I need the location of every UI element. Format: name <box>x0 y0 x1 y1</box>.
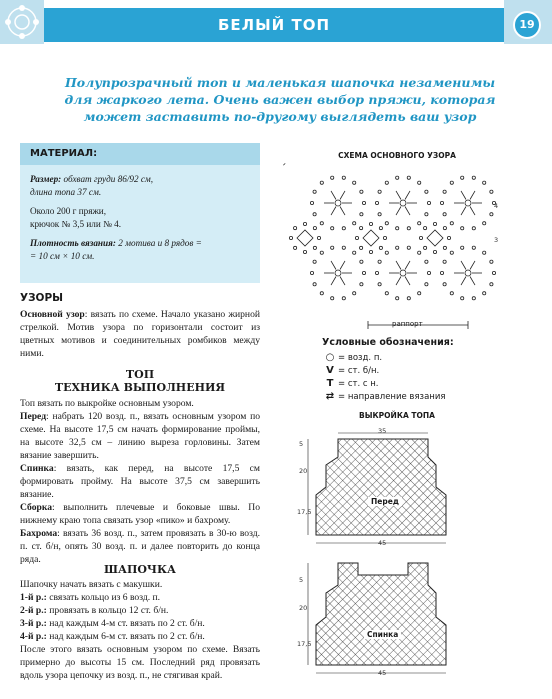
density-text: 2 мотива и 8 рядов = <box>118 238 202 248</box>
hat-row-label: 1-й р.: <box>20 592 47 603</box>
pattern-pieces-drawing <box>296 425 476 687</box>
hat-row-text: над каждым 4-м ст. вязать по 2 ст. б/н. <box>49 618 205 629</box>
front-piece <box>316 439 446 535</box>
dim-side: 20 <box>299 604 308 612</box>
back-piece-label: Спинка <box>364 630 401 639</box>
patterns-heading: УЗОРЫ <box>20 292 64 304</box>
row-number: 4 <box>494 202 499 210</box>
intro-line: может заставить по-другому выглядеть ваш узор <box>83 109 477 124</box>
legend <box>322 337 482 403</box>
main-pattern-text: : вязать по схеме. Начало указано жирной стрелкой. Мотив узора по горизонтали состоит из цветных мотивов и соединительных ромбиков между ними. <box>20 309 260 359</box>
dim-bottom-width: 45 <box>378 539 387 547</box>
intro-line: Полупрозрачный топ и маленькая шапочка незаменимы <box>64 75 496 90</box>
repeat-label: раппорт <box>392 320 423 328</box>
assembly-label: Сборка <box>20 502 53 513</box>
front-piece-label: Перед <box>368 497 402 506</box>
legend-item <box>322 390 482 403</box>
intro-line: для жаркого лета. Очень важен выбор пряжи, которая <box>64 92 496 107</box>
page-number: 19 <box>513 11 541 39</box>
assembly-text: : выполнить плечевые и боковые швы. По нижнему краю топа связать узор «пико» и бахрому. <box>20 502 260 526</box>
density-label: Плотность вязания: <box>30 238 116 248</box>
top-section <box>20 368 260 566</box>
legend-text: = ст. с н. <box>338 378 379 389</box>
hat-row-text: провязать в кольцо 12 ст. б/н. <box>49 605 169 616</box>
legend-item <box>322 377 482 390</box>
single-crochet-icon: V <box>326 365 334 376</box>
top-heading: ТОП <box>125 368 155 381</box>
yarn-text: Около 200 г пряжи, <box>30 206 107 216</box>
legend-item <box>322 364 482 377</box>
fringe-text: : вязать 36 возд. п., затем провязать в 30-ю возд. п. ст. б/н, опять 30 возд. п. и далее повторить до конца ряда. <box>20 528 260 565</box>
pattern-pieces-title: ВЫКРОЙКА ТОПА <box>359 411 435 420</box>
size-label: Размер: <box>30 174 62 184</box>
hat-heading: ШАПОЧКА <box>104 563 176 576</box>
crochet-chart <box>283 163 503 333</box>
dim-side: 17,5 <box>297 640 312 648</box>
hat-row-label: 3-й р.: <box>20 618 47 629</box>
hat-intro: Шапочку начать вязать с макушки. <box>20 579 163 590</box>
hat-row-text: над каждым 6-м ст. вязать по 2 ст. б/н. <box>49 631 205 642</box>
legend-item <box>322 351 482 364</box>
hat-section <box>20 563 260 682</box>
legend-heading: Условные обозначения: <box>322 337 454 348</box>
length-text: длина топа 37 см. <box>30 187 102 197</box>
legend-text: = направление вязания <box>338 391 446 402</box>
hat-row-label: 4-й р.: <box>20 631 47 642</box>
direction-arrows-icon: ⇄ <box>325 391 335 402</box>
back-label: Спинка <box>20 463 54 474</box>
front-label: Перед <box>20 411 47 422</box>
size-text: обхват груди 86/92 см, <box>63 174 154 184</box>
chain-icon: ○ <box>325 352 335 363</box>
hook-text: крючок № 3,5 или № 4. <box>30 219 122 229</box>
double-crochet-icon: T <box>326 378 334 389</box>
legend-text: = ст. б/н. <box>338 365 380 376</box>
dim-side: 20 <box>299 467 308 475</box>
row-number: 3 <box>494 236 499 244</box>
hat-outro: После этого вязать основным узором по схеме. Вязать примерно до высоты 15 см. Последний ряд провязать вдоль узора цепочку из возд. п., не стягивая край. <box>20 644 260 681</box>
intro-text <box>60 74 500 125</box>
main-pattern-label: Основной узор <box>20 309 85 320</box>
legend-text: = возд. п. <box>338 352 383 363</box>
front-text: : набрать 120 возд. п., вязать основным узором по схеме. На высоте 17,5 см начать формирование проймы, на высоте 32,5 см – линию выреза горловины. Затем вязание завершить. <box>20 411 260 461</box>
header-ornament-left <box>0 0 44 44</box>
dim-side: 5 <box>299 440 304 448</box>
hat-row-text: связать кольцо из 6 возд. п. <box>49 592 161 603</box>
patterns-section <box>20 292 260 360</box>
technique-heading: ТЕХНИКА ВЫПОЛНЕНИЯ <box>54 381 226 394</box>
density-text-2: = 10 см × 10 см. <box>30 251 95 261</box>
back-text: : вязать, как перед, на высоте 17,5 см формировать пройму. На высоте 37,5 см завершить вязание. <box>20 463 260 500</box>
material-box <box>20 143 260 283</box>
dim-bottom-width-back: 45 <box>378 669 387 677</box>
back-piece <box>316 563 446 665</box>
dim-side: 5 <box>299 576 304 584</box>
top-intro: Топ вязать по выкройке основным узором. <box>20 398 194 409</box>
hat-row-label: 2-й р.: <box>20 605 47 616</box>
material-heading: МАТЕРИАЛ: <box>20 143 260 165</box>
dim-top-width: 35 <box>378 427 387 435</box>
chart-title: СХЕМА ОСНОВНОГО УЗОРА <box>338 151 456 160</box>
dim-side: 17,5 <box>297 508 312 516</box>
page-title: БЕЛЫЙ ТОП <box>218 16 330 34</box>
fringe-label: Бахрома <box>20 528 58 539</box>
